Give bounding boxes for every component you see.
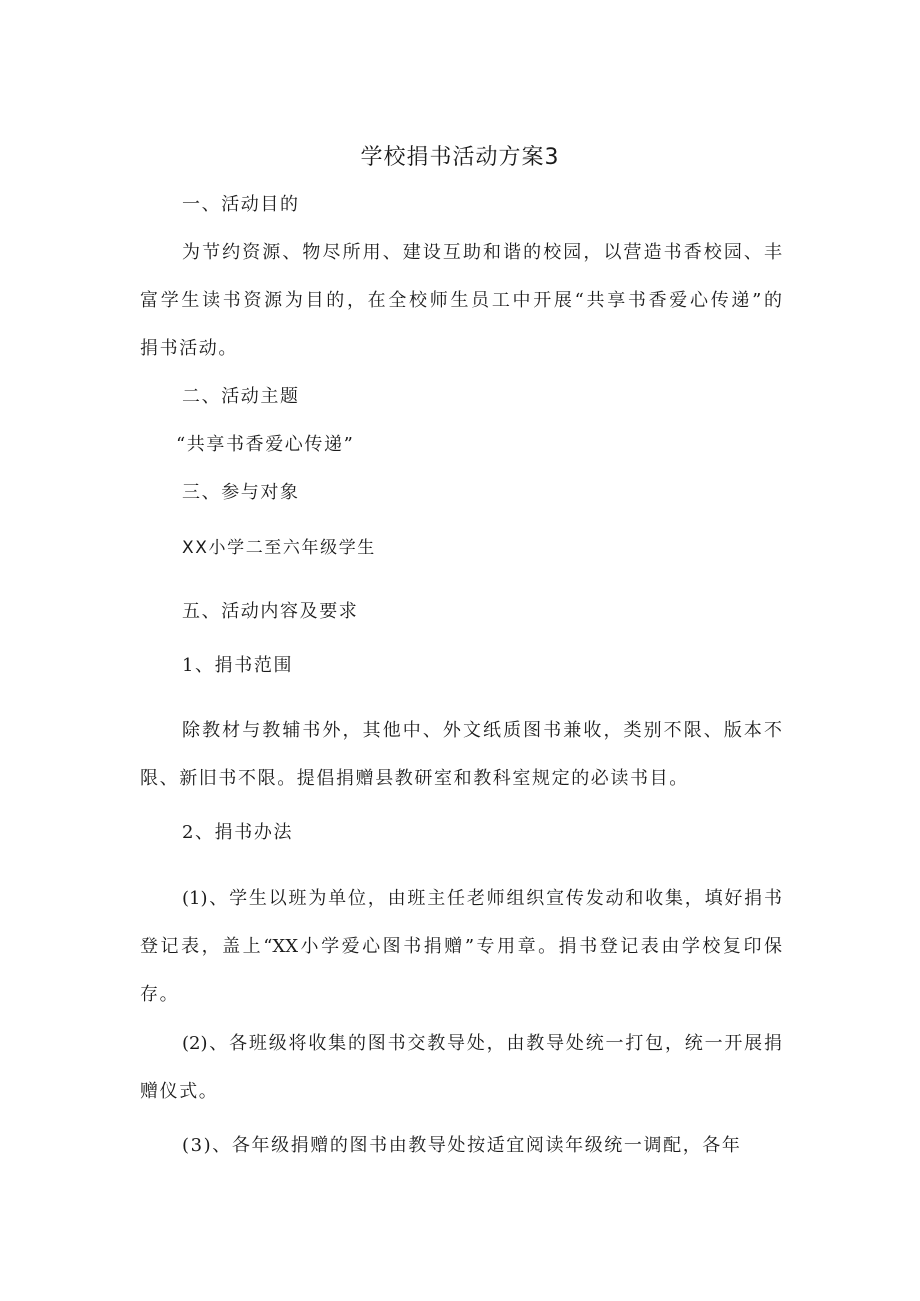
heading-content: 五、活动内容及要求 [182, 601, 359, 622]
heading-theme: 二、活动主题 [182, 386, 300, 407]
paragraph-line: 限、新旧书不限。提倡捐赠县教研室和教科室规定的必读书目。 [140, 768, 689, 789]
theme-text: “共享书香爱心传递” [176, 434, 355, 455]
paragraph-line: 除教材与教辅书外，其他中、外文纸质图书兼收，类别不限、版本不 [182, 720, 782, 741]
subheading-method: 2、捐书办法 [182, 822, 294, 843]
paragraph-line: 赠仪式。 [140, 1081, 219, 1102]
participants-text: XX小学二至六年级学生 [182, 538, 376, 558]
paragraph-line: (3)、各年级捐赠的图书由教导处按适宜阅读年级统一调配，各年 [182, 1135, 742, 1156]
heading-purpose: 一、活动目的 [182, 194, 300, 215]
subheading-scope: 1、捐书范围 [182, 655, 294, 676]
heading-participants: 三、参与对象 [182, 482, 300, 503]
paragraph-line: (1)、学生以班为单位，由班主任老师组织宣传发动和收集，填好捐书 [182, 888, 782, 909]
paragraph-line: 登记表，盖上“XX小学爱心图书捐赠”专用章。捐书登记表由学校复印保 [140, 936, 782, 957]
document-title: 学校捐书活动方案3 [360, 145, 560, 170]
paragraph-line: 富学生读书资源为目的，在全校师生员工中开展“共享书香爱心传递”的 [140, 290, 782, 311]
paragraph-line: 捐书活动。 [140, 338, 238, 359]
paragraph-line: (2)、各班级将收集的图书交教导处，由教导处统一打包，统一开展捐 [182, 1033, 782, 1054]
paragraph-line: 为节约资源、物尽所用、建设互助和谐的校园，以营造书香校园、丰 [182, 242, 782, 263]
paragraph-line: 存。 [140, 984, 180, 1005]
